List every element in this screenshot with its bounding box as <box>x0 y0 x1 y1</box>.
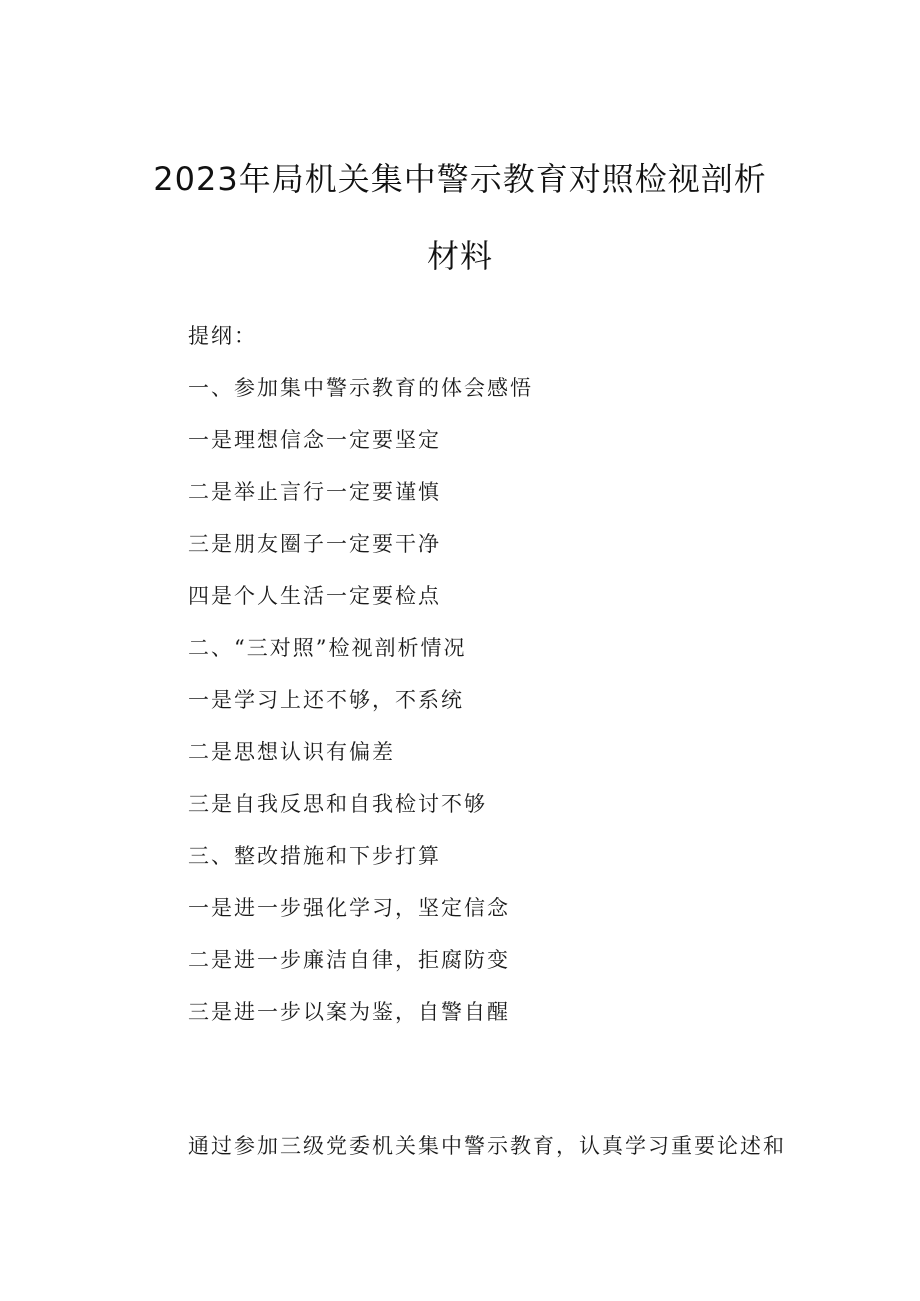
outline-item-2: 一是理想信念一定要坚定 <box>188 428 441 452</box>
outline-item-1: 一、参加集中警示教育的体会感悟 <box>188 376 533 400</box>
outline-item-10: 三、整改措施和下步打算 <box>188 844 441 868</box>
document-title-line-1: 2023年局机关集中警示教育对照检视剖析 <box>153 160 767 198</box>
outline-item-3: 二是举止言行一定要谨慎 <box>188 480 441 504</box>
outline-item-5: 四是个人生活一定要检点 <box>188 584 441 608</box>
outline-list <box>188 320 533 1048</box>
outline-item-8: 二是思想认识有偏差 <box>188 740 395 764</box>
outline-item-4: 三是朋友圈子一定要干净 <box>188 532 441 556</box>
outline-item-9: 三是自我反思和自我检讨不够 <box>188 792 487 816</box>
outline-item-6: 二、“三对照”检视剖析情况 <box>188 636 467 660</box>
outline-label: 提纲： <box>188 324 257 348</box>
document-title-line-2: 材料 <box>426 237 493 275</box>
outline-item-7: 一是学习上还不够，不系统 <box>188 688 464 712</box>
outline-item-11: 一是进一步强化学习，坚定信念 <box>188 896 510 920</box>
outline-item-13: 三是进一步以案为鉴，自警自醒 <box>188 1000 510 1024</box>
outline-item-12: 二是进一步廉洁自律，拒腐防变 <box>188 948 510 972</box>
body-paragraph: 通过参加三级党委机关集中警示教育，认真学习重要论述和 <box>188 1134 786 1158</box>
